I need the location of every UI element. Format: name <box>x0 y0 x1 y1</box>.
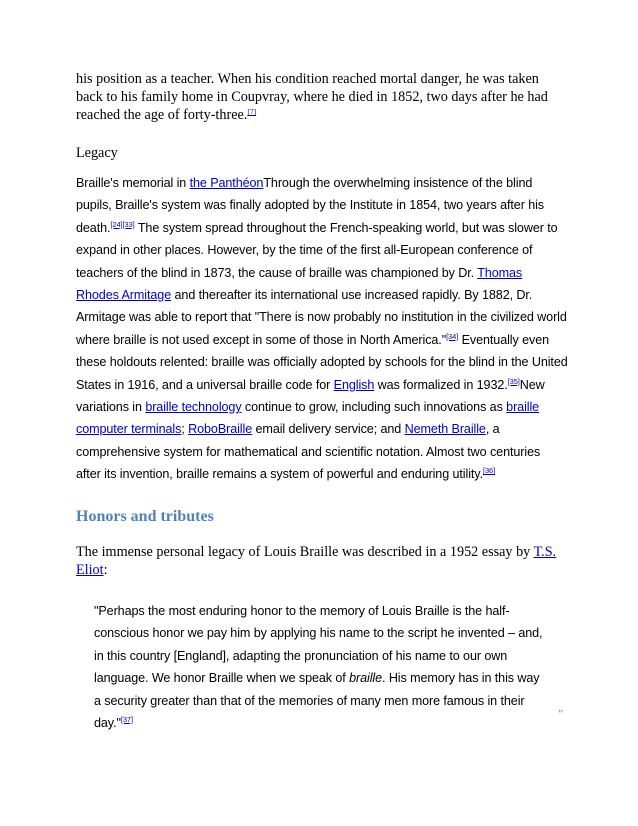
link-english[interactable]: English <box>333 377 375 392</box>
closing-quote-mark: ” <box>557 708 564 720</box>
paragraph-legacy: Braille's memorial in the PanthéonThrough the overwhelming insistence of the blind pupils, Braille's system was finally adopted by the Institute in 1854, two years after his death.[24][33] The system spread throughout the French-speaking world, but was slower to expand in other places. However, by the time of the first all-European conference of teachers of the blind in 1873, the cause of braille was championed by Dr. Thomas Rhodes Armitage and thereafter its international use increased rapidly. By 1882, Dr. Armitage was able to report that "There is now probably no institution in the civilized world where braille is not used except in some of those in North America."[34] Eventually even these holdouts relented: braille was officially adopted by schools for the blind in the United States in 1916, and a universal braille code for English was formalized in 1932.[35]New variations in braille technology continue to grow, including such innovations as braille computer terminals; RoboBraille email delivery service; and Nemeth Braille, a comprehensive system for mathematical and scientific notation. Almost two centuries after its invention, braille remains a system of powerful and enduring utility.[36] <box>76 176 568 482</box>
honors-heading: Honors and tributes <box>76 508 214 525</box>
link-braille-computer-terminals[interactable]: braille computer terminals <box>76 400 540 437</box>
citation-37[interactable]: [37] <box>120 715 133 725</box>
legacy-title: Legacy <box>76 145 118 161</box>
paragraph-honors: The immense personal legacy of Louis Braille was described in a 1952 essay by T.S. Eliot: <box>76 544 557 578</box>
link-thomas-rhodes-armitage[interactable]: Thomas Rhodes Armitage <box>76 265 523 303</box>
citation-36[interactable]: [36] <box>482 466 496 476</box>
citation-7[interactable]: [7] <box>247 107 257 116</box>
citation-34[interactable]: [34] <box>446 331 459 341</box>
paragraph-teacher-death: his position as a teacher. When his condition reached mortal danger, he was taken back to his family home in Coupvray, where he died in 1852, two days after he had reached the age of forty-three.[7] <box>76 71 548 123</box>
link-nemeth-braille[interactable]: Nemeth Braille <box>404 422 486 437</box>
eliot-quote: "Perhaps the most enduring honor to the memory of Louis Braille is the half-conscious honor we pay him by applying his name to the script he invented – and, in this country [England], adapting the pronunciation of his name to our own language. We honor Braille when we speak of braille. His memory has in this way a security greater than that of the memories of many men more famous in their day."[37] <box>94 604 543 731</box>
link-ts-eliot[interactable]: T.S. Eliot <box>76 544 557 578</box>
link-the-pantheon[interactable]: the Panthéon <box>189 176 264 190</box>
citation-24-33[interactable]: [24][33] <box>110 219 135 229</box>
link-braille-technology[interactable]: braille technology <box>145 400 242 415</box>
link-robobraille[interactable]: RoboBraille <box>188 422 253 437</box>
citation-35[interactable]: [35] <box>507 376 520 386</box>
